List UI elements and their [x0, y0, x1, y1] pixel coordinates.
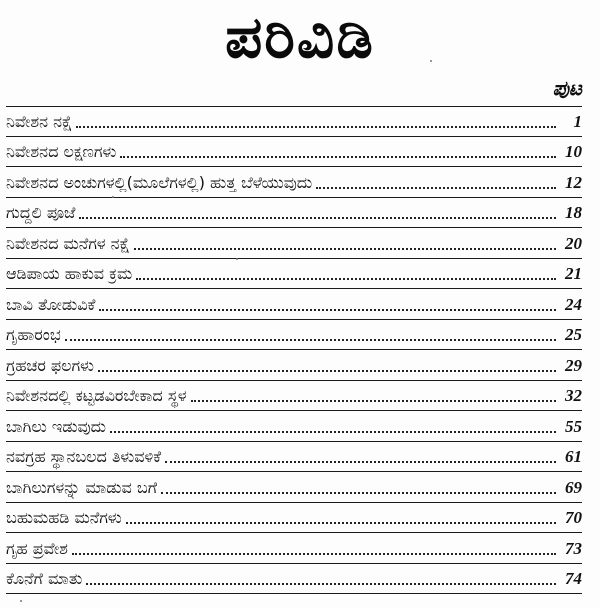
toc-entry-label: ಬಾಗಿಲು ಇಡುವುದು [6, 416, 107, 436]
scan-speck [236, 258, 238, 260]
toc-entry-label: ಬಹುಮಹಡಿ ಮನೆಗಳು [6, 508, 122, 527]
toc-entry [6, 411, 582, 442]
toc-entry-label: ಕೊನೆಗೆ ಮಾತು [6, 569, 83, 588]
toc-entry [6, 106, 582, 137]
toc-entry-label: ನಿವೇಶನದ ಲಕ್ಷಣಗಳು [6, 142, 117, 161]
toc-entry [6, 381, 582, 412]
dot-leader [134, 248, 556, 250]
toc-entry-label: ನವಗ್ರಹ ಸ್ಥಾನಬಲದ ತಿಳುವಳಿಕೆ [6, 447, 162, 466]
toc-entry [6, 442, 582, 473]
toc-entry [6, 472, 582, 503]
toc-entry-label: ನಿವೇಶನದ ಅಂಚುಗಳಲ್ಲಿ(ಮೂಲೆಗಳಲ್ಲಿ) ಹುತ್ತ ಬೆಳೆಯುವುದು [6, 172, 313, 192]
toc-entry [6, 259, 582, 290]
toc-entry-page-number: 21 [565, 264, 582, 283]
toc-entry-label: ಬಾಗಿಲುಗಳನ್ನು ಮಾಡುವ ಬಗೆ [6, 477, 157, 497]
toc-entry-page-number: 29 [565, 355, 582, 375]
toc-entry-label: ಬಾವಿ ತೋಡುವಿಕೆ [6, 294, 96, 314]
toc-entry-page-number: 69 [565, 477, 582, 497]
scan-speck [20, 600, 22, 602]
toc-entry [6, 198, 582, 229]
dot-leader [136, 278, 556, 280]
toc-entry [6, 564, 582, 595]
toc-entry-label: ಗೃಹಾರಂಭ [6, 325, 61, 344]
dot-leader [99, 309, 556, 311]
toc-entry [6, 228, 582, 259]
dot-leader [120, 156, 556, 158]
toc-entry-page-number: 20 [565, 233, 582, 253]
dot-leader [161, 492, 556, 494]
toc-entry-page-number: 1 [573, 111, 582, 131]
page-column-header: ಪುಟ [552, 76, 582, 100]
dot-leader [126, 522, 556, 524]
dot-leader [72, 553, 556, 555]
toc-entry-label: ಗ್ರಹಚರ ಫಲಗಳು [6, 355, 94, 375]
toc-entry [6, 503, 582, 534]
toc-entry-label: ಗೃಹ ಪ್ರವೇಶ [6, 538, 68, 558]
toc-entry [6, 533, 582, 564]
dot-leader [86, 583, 556, 585]
dot-leader [98, 370, 556, 372]
toc-entry-page-number: 18 [565, 203, 582, 222]
toc-entry-label: ಗುದ್ದಲಿ ಪೂಜೆ [6, 203, 76, 222]
scan-speck [430, 60, 432, 62]
toc-entry-label: ನಿವೇಶನದ ಮನೆಗಳ ನಕ್ಷೆ [6, 233, 130, 253]
dot-leader [76, 126, 556, 128]
toc-entry [6, 137, 582, 168]
toc-entry [6, 167, 582, 198]
scan-speck [112, 196, 114, 198]
toc-entry-page-number: 70 [565, 508, 582, 527]
toc-entry-page-number: 74 [565, 569, 582, 588]
dot-leader [65, 339, 556, 341]
dot-leader [191, 400, 556, 402]
dot-leader [79, 217, 556, 219]
toc-entry-page-number: 32 [565, 386, 582, 405]
toc-entry-page-number: 25 [565, 325, 582, 344]
toc-entry [6, 320, 582, 351]
toc-entry-page-number: 73 [565, 538, 582, 558]
toc-entry-page-number: 24 [565, 294, 582, 314]
toc-entry [6, 289, 582, 320]
toc-entry-page-number: 55 [565, 416, 582, 436]
toc-entry [6, 350, 582, 381]
page-title: ಪರಿವಿಡಿ [225, 3, 375, 71]
dot-leader [165, 461, 556, 463]
toc-entry-label: ನಿವೇಶನ ನಕ್ಷೆ [6, 111, 73, 131]
toc-entry-label: ನಿವೇಶನದಲ್ಲಿ ಕಟ್ಟಡವಿರಬೇಕಾದ ಸ್ಥಳ [6, 386, 187, 405]
toc-entry-page-number: 10 [565, 142, 582, 161]
dot-leader [316, 187, 556, 189]
dot-leader [110, 431, 556, 433]
toc-entry-label: ಆಡಿಪಾಯ ಹಾಕುವ ಕ್ರಮ [6, 264, 133, 283]
toc-entry-page-number: 61 [565, 447, 582, 466]
toc-entry-page-number: 12 [565, 172, 582, 192]
table-of-contents [6, 106, 582, 594]
